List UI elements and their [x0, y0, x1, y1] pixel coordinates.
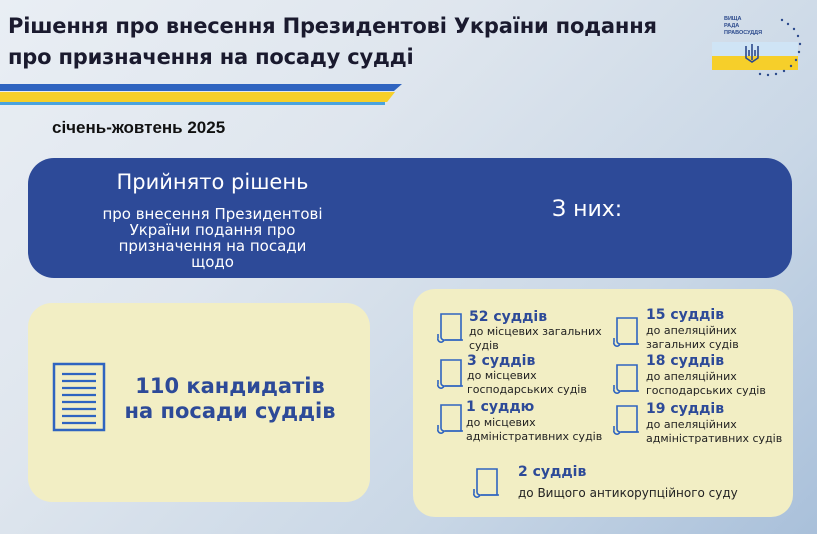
breakdown-description: до місцевих загальних [469, 325, 602, 338]
candidates-count: 110 кандидатів на посади суддів [124, 374, 336, 423]
scroll-document-icon [612, 402, 642, 443]
breakdown-description: до апеляційних [646, 324, 737, 337]
breakdown-description: до апеляційних [646, 418, 737, 431]
breakdown-description: до Вищого антикорупційного суду [518, 486, 738, 500]
breakdown-description: до апеляційних [646, 370, 737, 383]
scroll-document-icon [612, 361, 642, 402]
breakdown-count: 18 суддів [646, 353, 725, 369]
scroll-document-icon [612, 314, 642, 355]
breakdown-count: 52 суддів [469, 309, 548, 325]
breakdown-description: адміністративних судів [646, 432, 783, 445]
logo-text: ВИЩА РАДА ПРАВОСУДДЯ [724, 16, 763, 36]
period-label: січень-жовтень 2025 [52, 118, 226, 137]
page-title-line-2: про призначення на посаду судді [8, 45, 414, 69]
scroll-document-icon [472, 465, 502, 506]
lightblue-stripe [0, 102, 385, 105]
breakdown-description: господарських судів [467, 383, 587, 396]
scroll-document-icon [436, 310, 466, 351]
breakdown-count: 1 суддю [466, 399, 535, 415]
breakdown-description: адміністративних судів [466, 430, 603, 443]
breakdown-description: судів [469, 339, 499, 352]
of-them-label: З них: [552, 197, 623, 222]
breakdown-description: загальних судів [646, 338, 739, 351]
breakdown-count: 3 суддів [467, 353, 536, 369]
scroll-document-icon [436, 356, 466, 397]
accepted-title: Прийнято рішень [116, 170, 309, 194]
document-list-icon [52, 362, 106, 432]
blue-stripe [0, 84, 402, 91]
breakdown-description: до місцевих [467, 369, 537, 382]
breakdown-count: 2 суддів [518, 464, 587, 480]
scroll-document-icon [436, 401, 466, 442]
breakdown-count: 15 суддів [646, 307, 725, 323]
yellow-stripe [0, 92, 395, 102]
accepted-subtitle: про внесення Президентові України подання про призначення на посади щодо [102, 205, 323, 271]
breakdown-description: господарських судів [646, 384, 766, 397]
breakdown-count: 19 суддів [646, 401, 725, 417]
page-title-line-1: Рішення про внесення Президентові України подання [8, 14, 657, 38]
breakdown-description: до місцевих [466, 416, 536, 429]
